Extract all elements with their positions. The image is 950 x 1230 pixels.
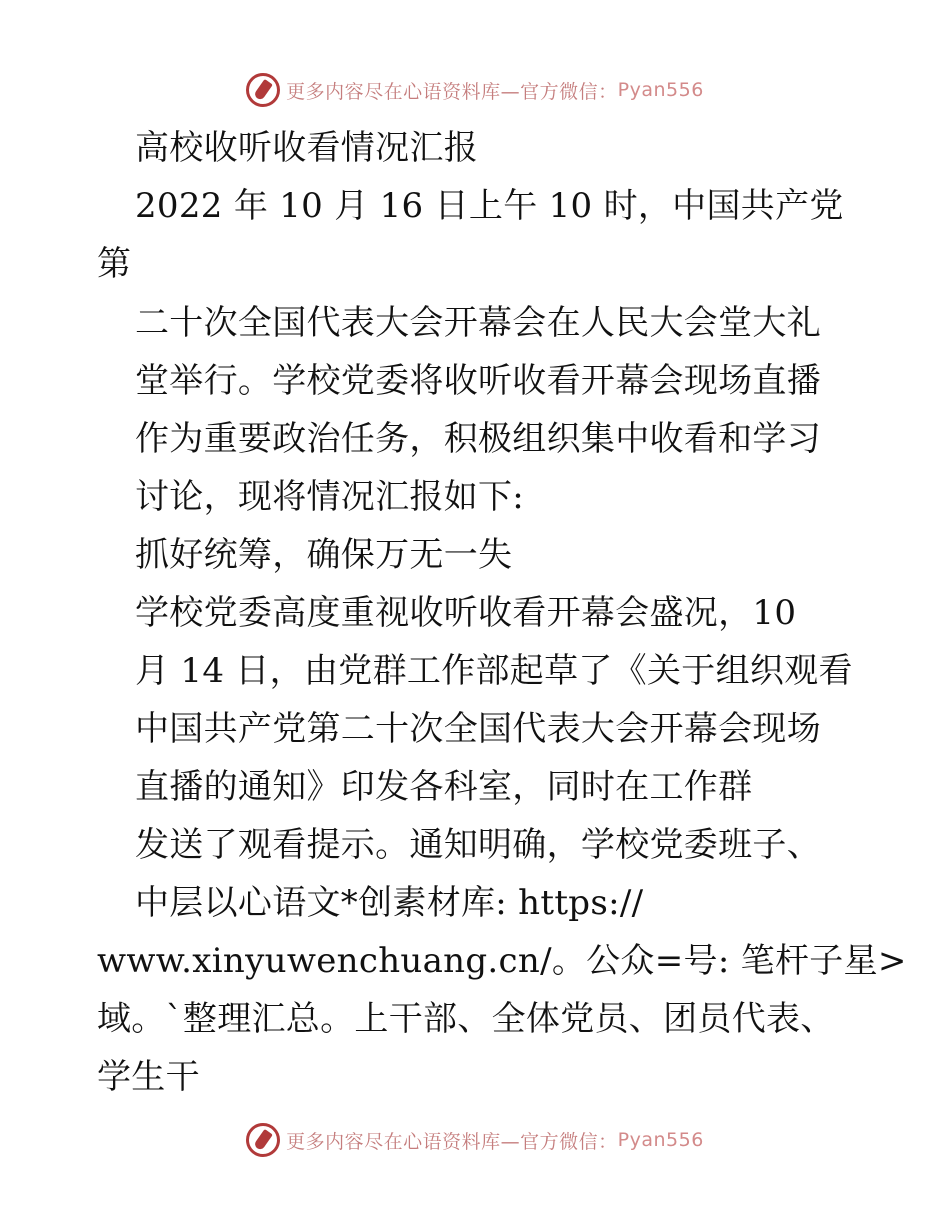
watermark-text: 更多内容尽在心语资料库—官方微信： — [286, 80, 618, 103]
watermark-id: Pyan556 — [617, 79, 704, 101]
watermark-banner-top — [0, 70, 950, 110]
doc-line: 学生干 — [97, 1057, 200, 1097]
doc-line: 中国共产党第二十次全国代表大会开幕会现场 — [135, 709, 821, 749]
doc-line: 作为重要政治任务，积极组织集中收看和学习 — [135, 419, 821, 459]
doc-line: 堂举行。学校党委将收听收看开幕会现场直播 — [135, 361, 821, 401]
pen-logo-icon — [246, 73, 280, 107]
doc-line: 二十次全国代表大会开幕会在人民大会堂大礼 — [135, 303, 821, 343]
watermark-id: Pyan556 — [617, 1129, 704, 1151]
doc-line: 域。`整理汇总。上干部、全体党员、团员代表、 — [97, 999, 835, 1039]
doc-line: 月 14 日，由党群工作部起草了《关于组织观看 — [135, 651, 853, 691]
watermark-text: 更多内容尽在心语资料库—官方微信： — [286, 1130, 618, 1153]
doc-line: 直播的通知》印发各科室，同时在工作群 — [135, 767, 753, 807]
pen-logo-icon — [246, 1123, 280, 1157]
doc-line: 第 — [97, 244, 132, 284]
doc-line: 学校党委高度重视收听收看开幕会盛况，10 — [135, 593, 797, 633]
doc-line: 中层以心语文*创素材库: https:// — [135, 883, 644, 923]
doc-line: 发送了观看提示。通知明确，学校党委班子、 — [135, 825, 821, 865]
doc-line: www.xinyuwenchuang.cn/。公众=号: 笔杆子星> — [97, 941, 907, 981]
watermark-banner-bottom — [0, 1120, 950, 1160]
doc-line: 讨论，现将情况汇报如下: — [135, 477, 525, 517]
doc-line: 2022 年 10 月 16 日上午 10 时，中国共产党 — [135, 186, 844, 226]
doc-title: 高校收听收看情况汇报 — [135, 128, 478, 168]
doc-heading: 抓好统筹，确保万无一失 — [135, 535, 513, 575]
